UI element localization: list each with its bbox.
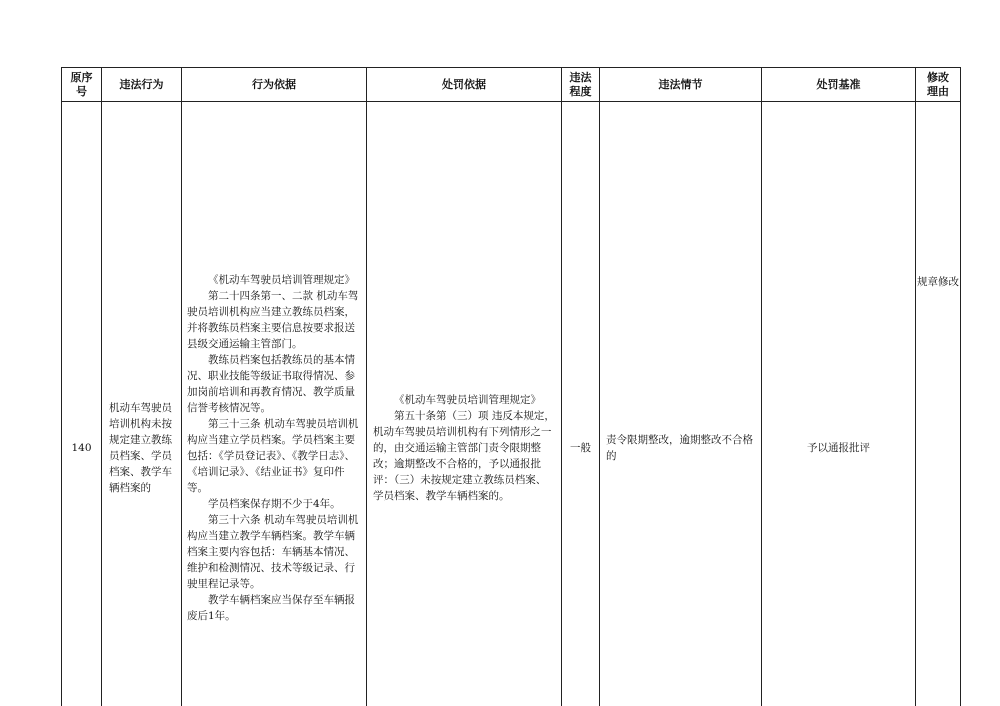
- punish-paragraph: 《机动车驾驶员培训管理规定》: [394, 393, 541, 406]
- table-row: [62, 102, 961, 706]
- penalty-table: [61, 67, 961, 706]
- basis-paragraph: 第三十六条 机动车驾驶员培训机构应当建立教学车辆档案。教学车辆档案主要内容包括：车辆基本情况、维护和检测情况、技术等级记录、行驶里程记录等。: [187, 513, 359, 590]
- punish-paragraph: 第五十条第（三）项 违反本规定，机动车驾驶员培训机构有下列情形之一的，由交通运输主管部门责令限期整改；逾期整改不合格的，予以通报批评：（三）未按规定建立教练员档案、学员档案、教学车辆档案的。: [373, 409, 555, 502]
- basis-paragraph: 教练员档案包括教练员的基本情况、职业技能等级证书取得情况、参加岗前培训和再教育情况、教学质量信誉考核情况等。: [187, 353, 355, 414]
- header-act: 违法行为: [102, 68, 182, 102]
- header-punish-basis: 处罚依据: [367, 68, 562, 102]
- header-degree: 违法程度: [562, 68, 600, 102]
- basis-paragraph: 《机动车驾驶员培训管理规定》: [208, 273, 355, 286]
- header-basis: 行为依据: [182, 68, 367, 102]
- violation-act: 机动车驾驶员培训机构未按规定建立教练员档案、学员档案、教学车辆档案的: [102, 102, 182, 706]
- modification-reason: 规章修改: [916, 102, 961, 706]
- basis-paragraph: 第二十四条第一、二款 机动车驾驶员培训机构应当建立教练员档案，并将教练员档案主要信息按要求报送县级交通运输主管部门。: [187, 289, 359, 350]
- punishment-basis: [367, 102, 562, 706]
- violation-degree: 一般: [562, 102, 600, 706]
- header-reason: 修改理由: [916, 68, 961, 102]
- basis-paragraph: 第三十三条 机动车驾驶员培训机构应当建立学员档案。学员档案主要包括：《学员登记表》、《教学日志》、《培训记录》、《结业证书》复印件等。: [187, 417, 359, 494]
- header-no: 原序号: [62, 68, 102, 102]
- basis-paragraph: 学员档案保存期不少于4年。: [208, 497, 341, 510]
- row-number: 140: [62, 102, 102, 706]
- basis-paragraph: 教学车辆档案应当保存至车辆报废后1年。: [187, 593, 355, 622]
- penalty-standard: 予以通报批评: [762, 102, 916, 706]
- header-detail: 违法情节: [600, 68, 762, 102]
- header-standard: 处罚基准: [762, 68, 916, 102]
- act-basis: [182, 102, 367, 706]
- header-row: [62, 68, 961, 102]
- violation-detail: 责令限期整改，逾期整改不合格的: [600, 102, 762, 706]
